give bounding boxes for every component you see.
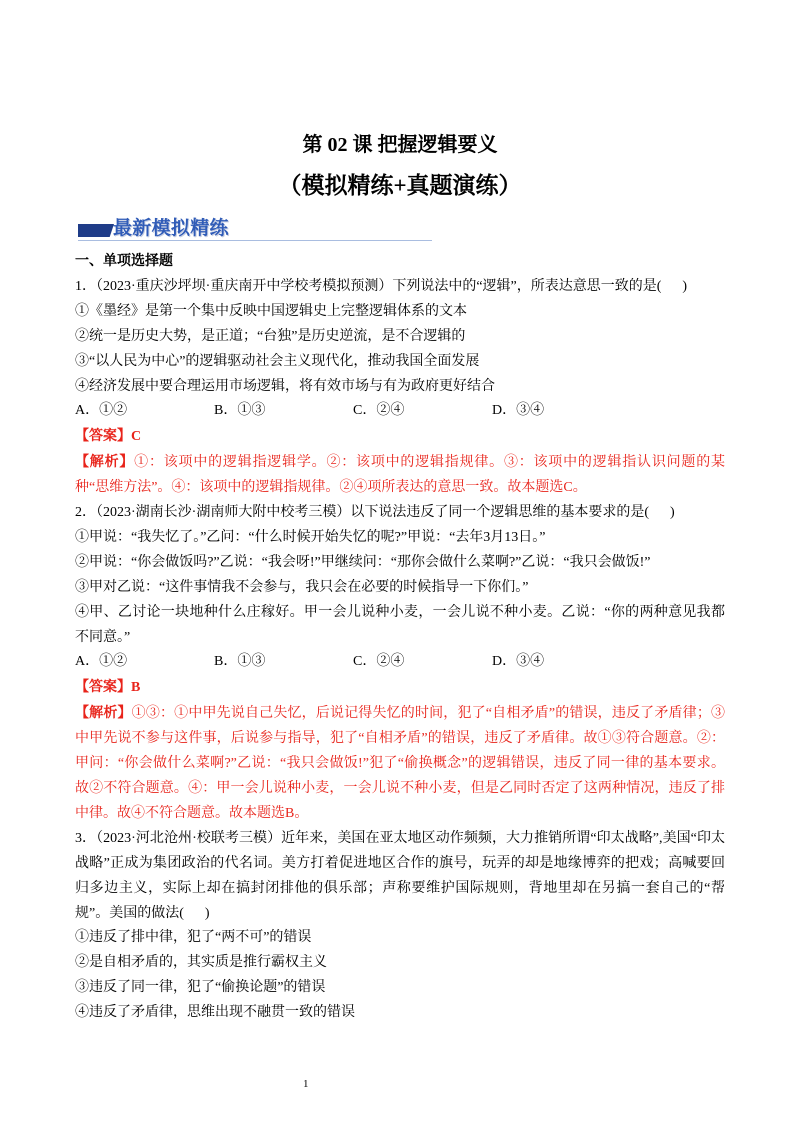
answer-value: B — [131, 680, 141, 696]
analysis-text: ①：该项中的逻辑指逻辑学。②：该项中的逻辑指规律。③：该项中的逻辑指认识问题的某种“思维方法”。④：该项中的逻辑指规律。②④项所表达的意思一致。故本题选C。 — [75, 455, 726, 496]
answer-line — [75, 676, 725, 701]
lesson-title: 第 02 课 把握逻辑要义 — [302, 134, 498, 156]
option-c: C．②④ — [353, 654, 405, 670]
analysis-text: ①③：①中甲先说自己失忆，后说记得失忆的时间，犯了“自相矛盾”的错误，违反了矛盾律；③中甲先说不参与这件事，后说参与指导，犯了“自相矛盾”的错误，违反了矛盾律。故①③符合题意。②：甲问：“你会做什么菜啊?”乙说：“我只会做饭!”犯了“偷换概念”的逻辑错误，违反了同一律的基本要求。故②不符合题意。④：甲一会儿说种小麦，一会儿说不种小麦，但是乙同时否定了这两种情况，违反了排中律。故④不符合题意。故本题选B。 — [75, 706, 726, 821]
question-stem: 1．（2023·重庆沙坪坝·重庆南开中学校考模拟预测）下列说法中的“逻辑”，所表达意思一致的是( ) — [75, 278, 688, 294]
option-c: C．②④ — [353, 403, 405, 419]
statement: ④甲、乙讨论一块地种什么庄稼好。甲一会儿说种小麦，一会儿说不种小麦。乙说：“你的两种意见我都不同意。” — [75, 604, 725, 645]
options-row — [75, 650, 725, 675]
question-1 — [75, 275, 725, 501]
statement: ②甲说：“你会做饭吗?”乙说：“我会呀!”甲继续问：“那你会做什么菜啊?”乙说：“我只会做饭!” — [75, 554, 651, 570]
banner-underline — [78, 240, 432, 241]
option-d: D．③④ — [492, 403, 545, 419]
question-3 — [75, 827, 725, 1026]
answer-label: 【答案】 — [75, 680, 131, 696]
answer-line — [75, 425, 725, 450]
options-row — [75, 399, 725, 424]
statement: ②统一是历史大势，是正道；“台独”是历史逆流，是不合逻辑的 — [75, 328, 466, 344]
option-b: B．①③ — [214, 654, 266, 670]
question-2 — [75, 501, 725, 827]
section-banner-title: 最新模拟精练 — [113, 218, 229, 239]
question-stem: 2．（2023·湖南长沙·湖南师大附中校考三模）以下说法违反了同一个逻辑思维的基本要求的是( ) — [75, 505, 675, 521]
question-stem: 3．（2023·河北沧州·校联考三模）近年来，美国在亚太地区动作频频，大力推销所谓“印太战略”,美国“印太战略”正成为集团政治的代名词。美方打着促进地区合作的旗号，玩弄的却是地缘博弈的把戏；高喊要回归多边主义，实际上却在搞封闭排他的俱乐部；声称要维护国际规则，背地里却在另搞一套自己的“帮规”。美国的做法( ) — [75, 830, 725, 921]
statement: ①甲说：“我失忆了。”乙问：“什么时候开始失忆的呢?”甲说：“去年3月13日。” — [75, 529, 546, 545]
answer-label: 【答案】 — [75, 429, 131, 445]
analysis-label: 【解析】 — [75, 706, 132, 722]
option-d: D．③④ — [492, 654, 545, 670]
statement: ③违反了同一律，犯了“偷换论题”的错误 — [75, 980, 326, 996]
analysis-label: 【解析】 — [75, 455, 135, 471]
option-b: B．①③ — [214, 403, 266, 419]
part-heading: 一、单项选择题 — [75, 254, 173, 269]
statement: ③甲对乙说：“这件事情我不会参与，我只会在必要的时候指导一下你们。” — [75, 579, 529, 595]
analysis-paragraph — [75, 702, 725, 827]
analysis-paragraph — [75, 451, 725, 501]
statement: ①违反了排中律，犯了“两不可”的错误 — [75, 930, 312, 946]
lesson-subtitle: （模拟精练+真题演练） — [278, 173, 522, 198]
section-banner — [78, 216, 432, 242]
statement: ③“以人民为中心”的逻辑驱动社会主义现代化，推动我国全面发展 — [75, 353, 480, 369]
option-a: A．①② — [75, 403, 128, 419]
statement: ④违反了矛盾律，思维出现不融贯一致的错误 — [75, 1005, 355, 1021]
statement: ①《墨经》是第一个集中反映中国逻辑史上完整逻辑体系的文本 — [75, 303, 467, 319]
question-list — [75, 250, 725, 1026]
option-a: A．①② — [75, 654, 128, 670]
page-number: 1 — [303, 1078, 309, 1090]
statement: ②是自相矛盾的，其实质是推行霸权主义 — [75, 955, 327, 971]
statement: ④经济发展中要合理运用市场逻辑，将有效市场与有为政府更好结合 — [75, 378, 495, 394]
answer-value: C — [131, 429, 142, 445]
banner-bar-decoration — [78, 224, 114, 237]
